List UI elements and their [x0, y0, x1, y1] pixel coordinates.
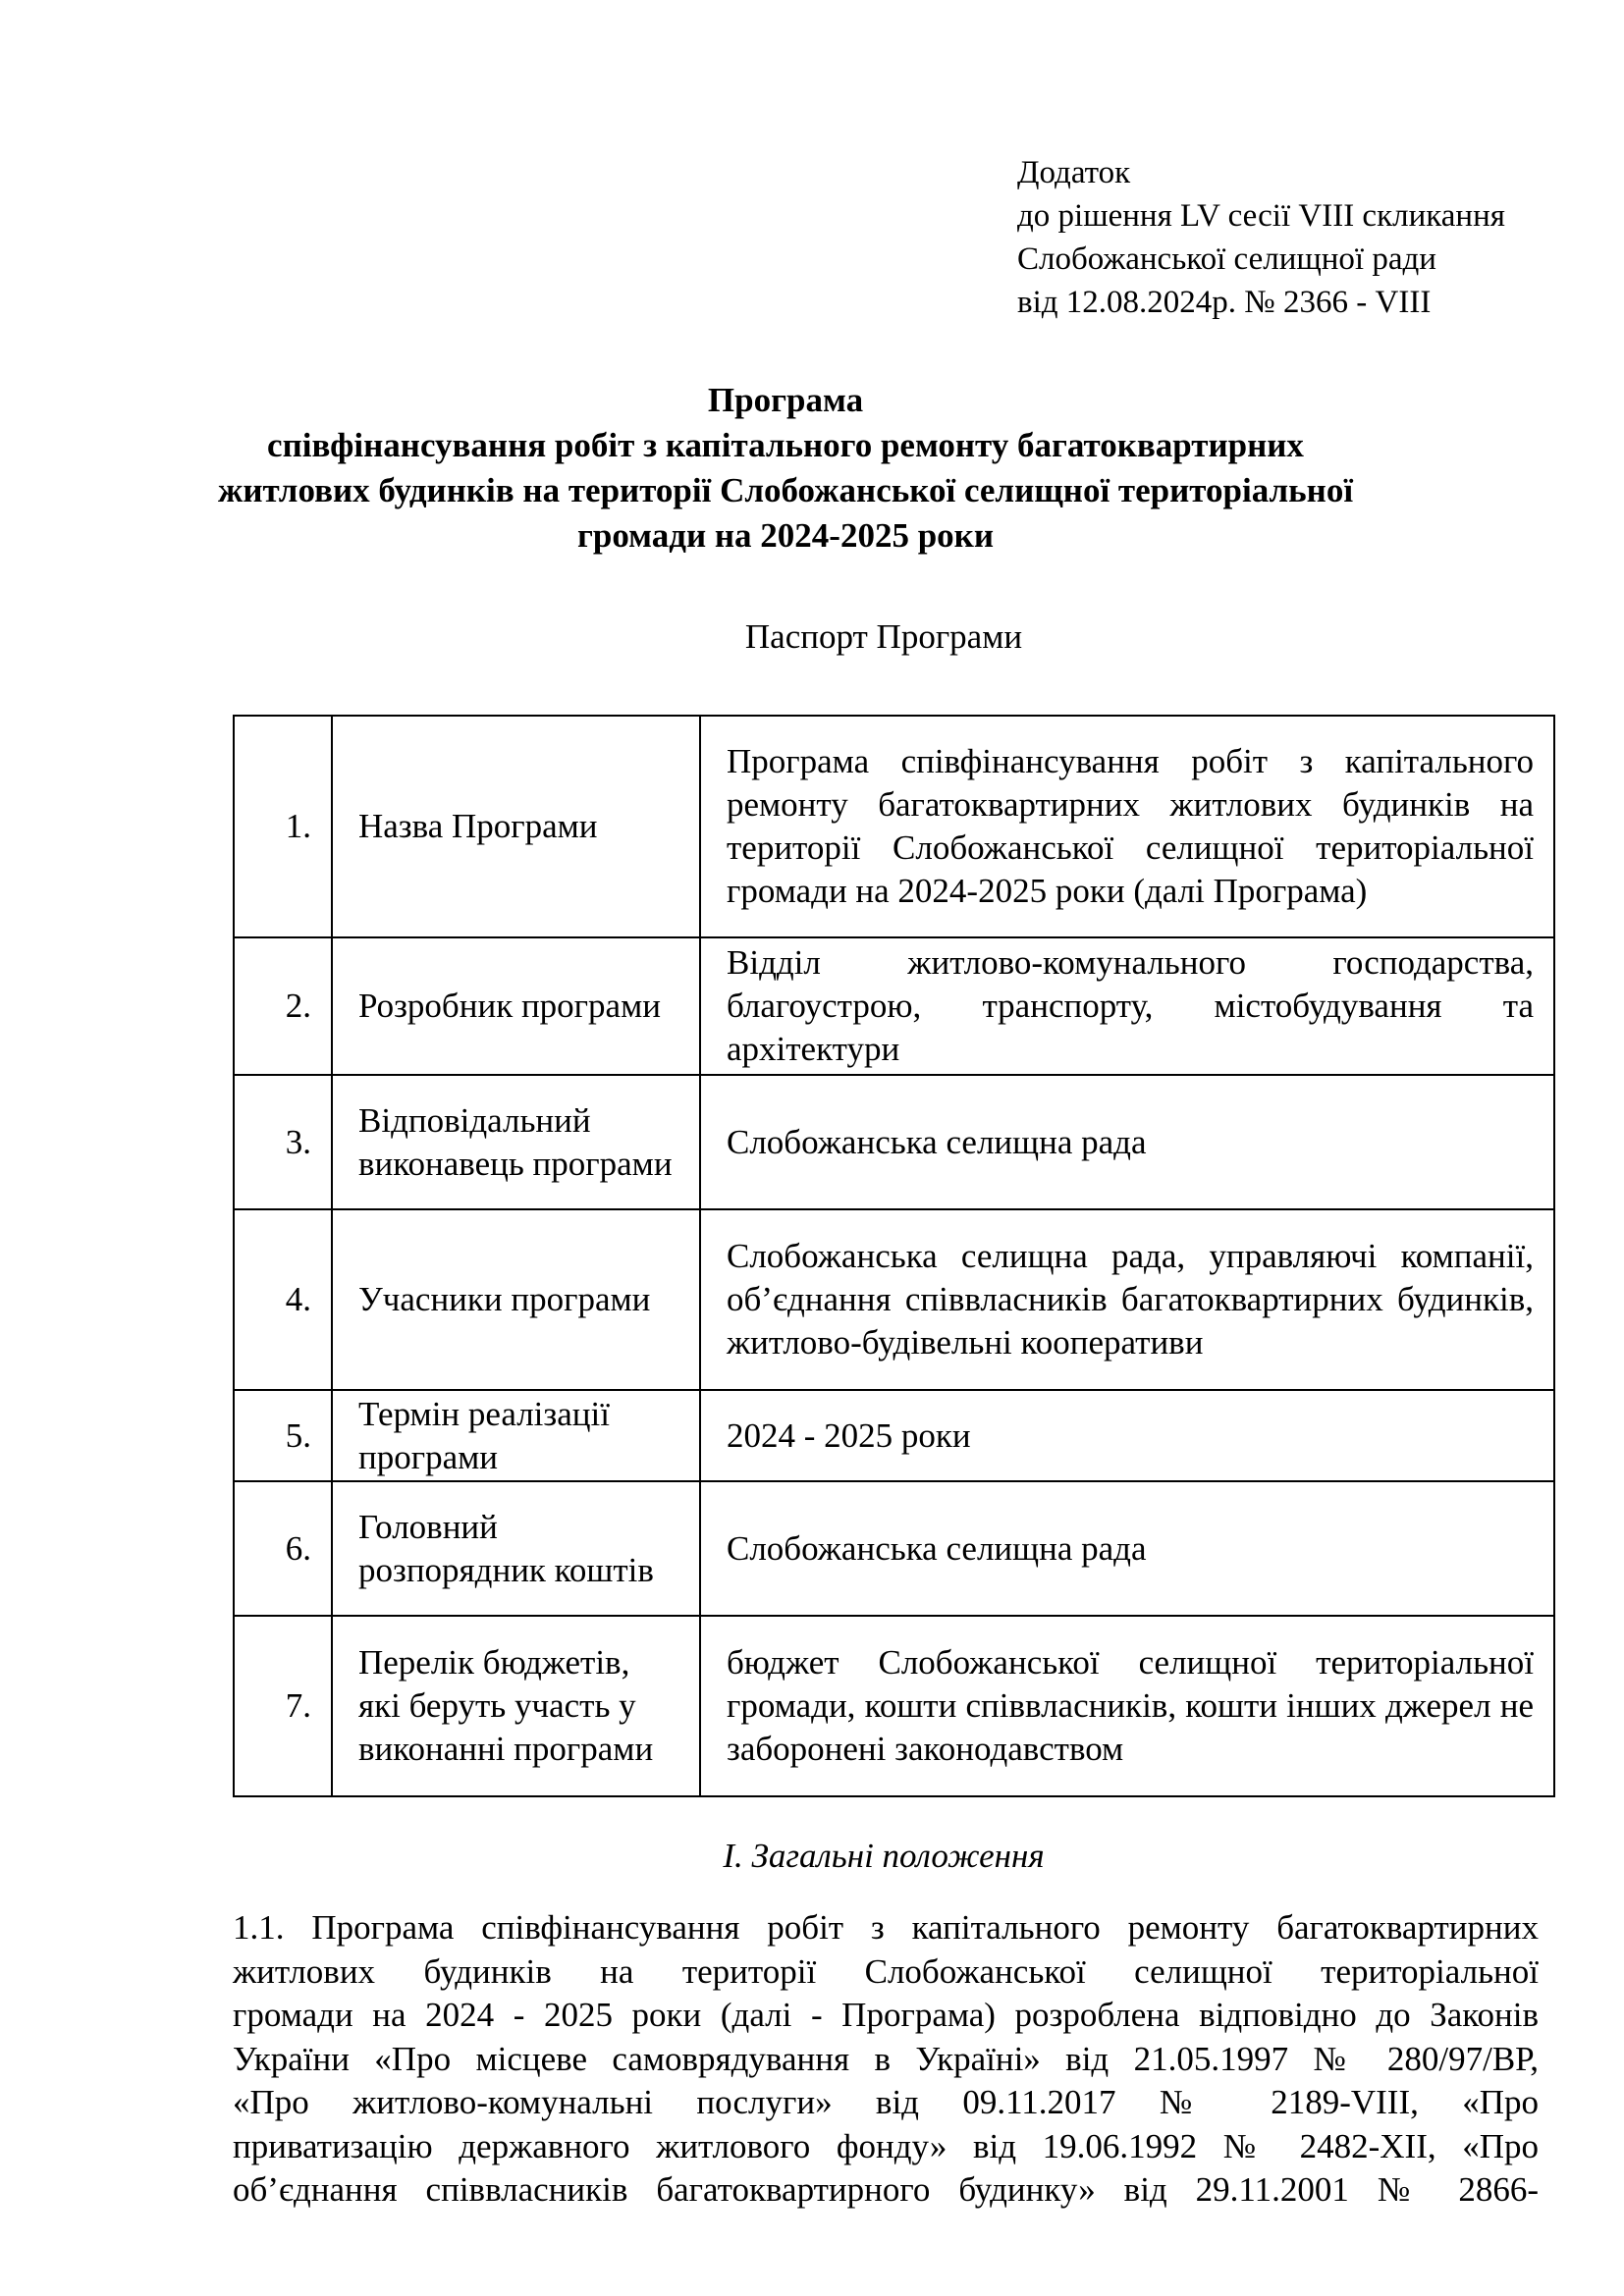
row-value: 2024 - 2025 роки [700, 1390, 1554, 1481]
row-label: Відповідальний виконавець програми [332, 1075, 700, 1209]
program-title-line: громади на 2024-2025 роки [576, 516, 995, 555]
table-row [234, 1390, 1554, 1481]
addendum-block [1017, 151, 1505, 324]
program-title-line: співфінансування робіт з капітального ремонту багатоквартирних [267, 426, 1304, 464]
row-number: 2. [234, 937, 332, 1075]
table-row [234, 716, 1554, 937]
row-label: Учасники програми [332, 1209, 700, 1390]
section-heading: І. Загальні положення [723, 1837, 1045, 1875]
paragraph-line: об’єднання співвласників багатоквартирного будинку» від 29.11.2001 № 2866- [233, 2170, 1539, 2209]
paragraph-line: приватизацію державного житлового фонду» від 19.06.1992 № 2482-XII, «Про [233, 2126, 1539, 2165]
row-number: 5. [234, 1390, 332, 1481]
row-value: Слобожанська селищна рада, управляючі компанії, об’єднання співвласників багатоквартирних будинків, житлово-будівельні кооперативи [700, 1209, 1554, 1390]
addendum-line: Слобожанської селищної ради [1017, 241, 1436, 277]
row-number: 3. [234, 1075, 332, 1209]
table-row [234, 1209, 1554, 1390]
addendum-line: від 12.08.2024р. № 2366 - VIII [1017, 285, 1432, 320]
row-label: Перелік бюджетів, які беруть участь у виконанні програми [332, 1616, 700, 1796]
row-label: Розробник програми [332, 937, 700, 1075]
row-value: бюджет Слобожанської селищної територіальної громади, кошти співвласників, кошти інших джерел не заборонені законодавством [700, 1616, 1554, 1796]
table-row [234, 1616, 1554, 1796]
row-label: Назва Програми [332, 716, 700, 937]
paragraph-line: «Про житлово-комунальні послуги» від 09.11.2017 № 2189-VIII, «Про [233, 2083, 1539, 2121]
paragraph-line: житлових будинків на території Слобожанської селищної територіальної [233, 1951, 1539, 1991]
body-paragraph [233, 1906, 1539, 2213]
row-value: Слобожанська селищна рада [700, 1481, 1554, 1616]
passport-heading: Паспорт Програми [744, 617, 1023, 656]
passport-table [233, 715, 1555, 1797]
row-value: Відділ житлово-комунального господарства, благоустрою, транспорту, містобудування та архітектури [700, 937, 1554, 1075]
row-number: 7. [234, 1616, 332, 1796]
paragraph-line: України «Про місцеве самоврядування в Україні» від 21.05.1997 № 280/97/ВР, [233, 2039, 1539, 2078]
table-row [234, 1481, 1554, 1616]
row-value: Слобожанська селищна рада [700, 1075, 1554, 1209]
row-label: Термін реалізації програми [332, 1390, 700, 1481]
program-title-line: Програма [707, 381, 864, 419]
table-row [234, 937, 1554, 1075]
row-value: Програма співфінансування робіт з капітального ремонту багатоквартирних житлових будинків на території Слобожанської селищної територіальної громади на 2024-2025 роки (далі Програма) [700, 716, 1554, 937]
paragraph-line: громади на 2024 - 2025 роки (далі - Програма) розроблена відповідно до Законів [233, 1996, 1539, 2034]
row-number: 4. [234, 1209, 332, 1390]
program-title-line: житлових будинків на території Слобожанської селищної територіальної [217, 471, 1354, 509]
row-number: 1. [234, 716, 332, 937]
row-number: 6. [234, 1481, 332, 1616]
program-title [196, 378, 1375, 559]
addendum-line: до рішення LV сесії VІІІ скликання [1017, 198, 1505, 234]
row-label: Головний розпорядник коштів [332, 1481, 700, 1616]
addendum-line: Додаток [1017, 155, 1131, 190]
table-row [234, 1075, 1554, 1209]
paragraph-line: 1.1. Програма співфінансування робіт з капітального ремонту багатоквартирних [233, 1908, 1539, 1947]
